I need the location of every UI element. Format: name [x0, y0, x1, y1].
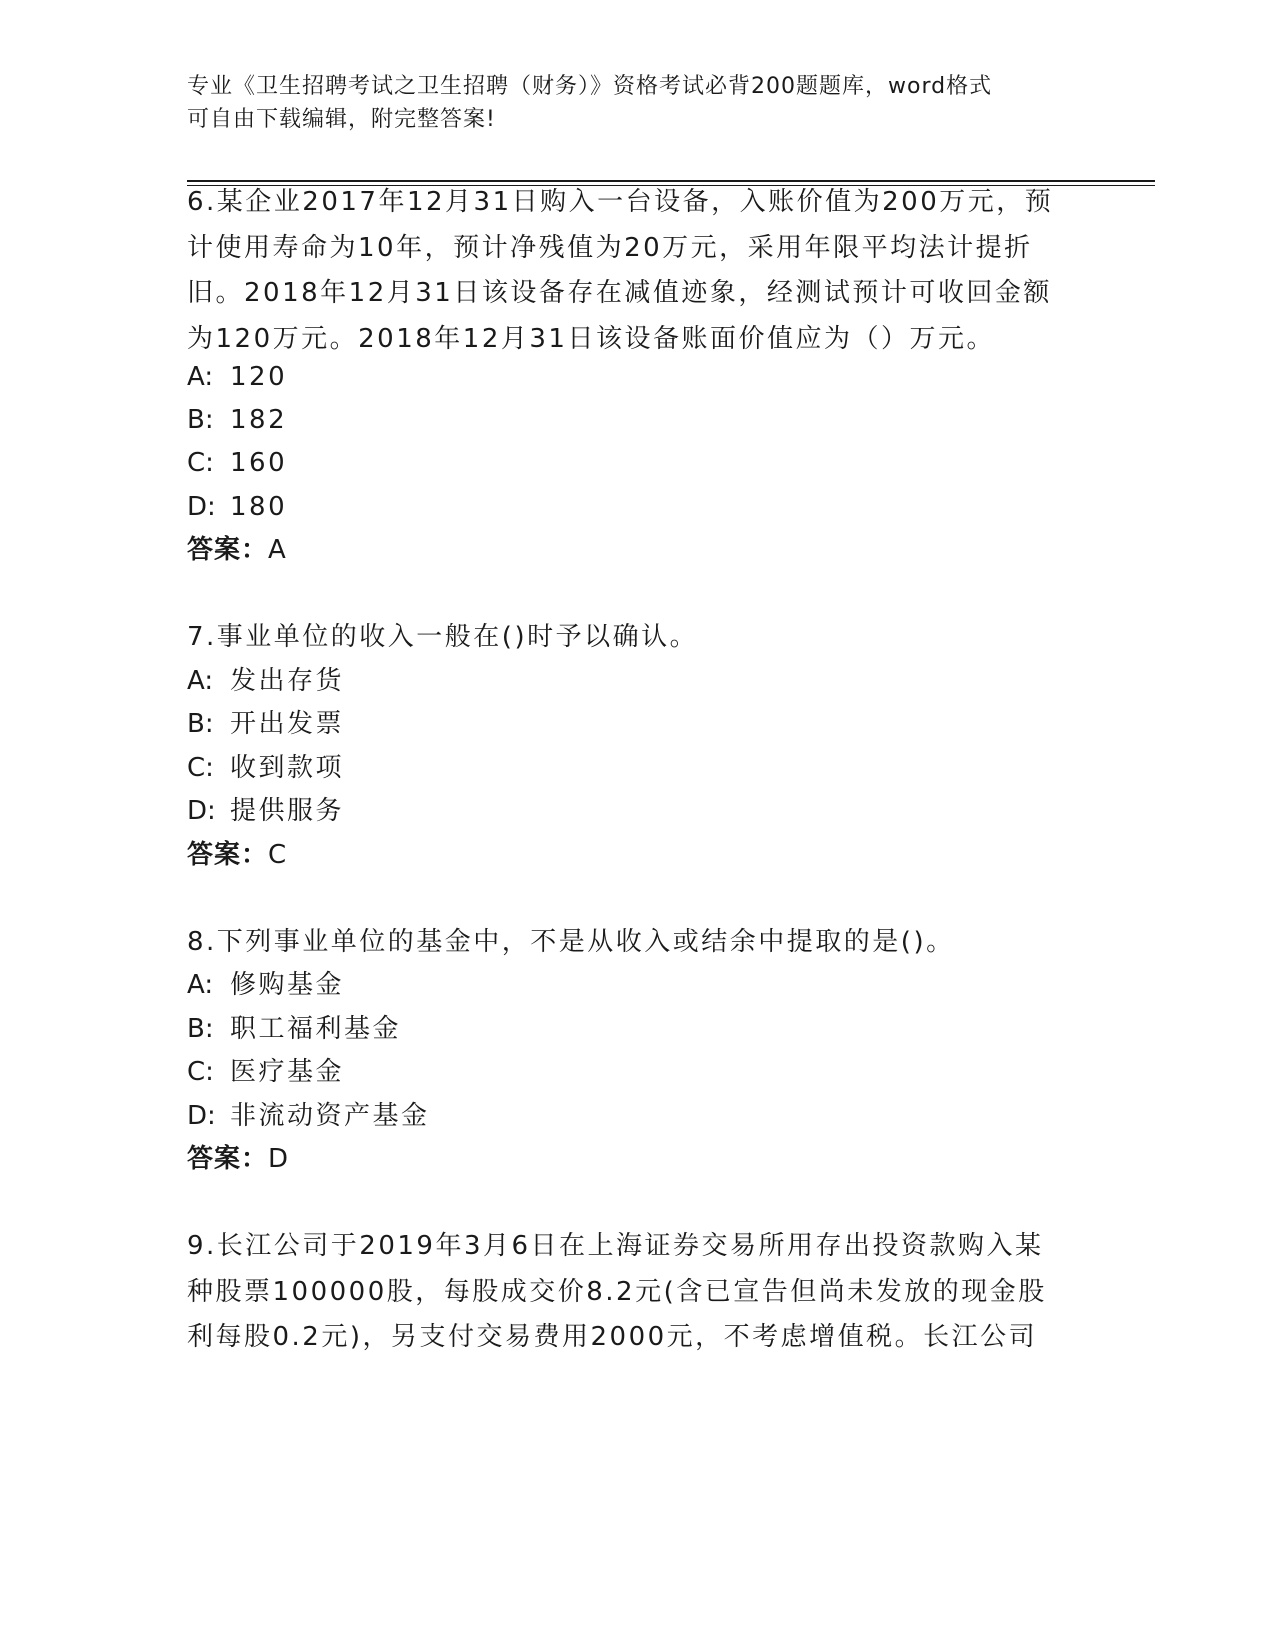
question-6-option-d	[187, 485, 287, 531]
question-7-option-b	[187, 702, 344, 748]
option-label: D:	[187, 796, 216, 826]
option-label: D:	[187, 1101, 216, 1131]
option-text: 职工福利基金	[230, 1014, 402, 1044]
option-label: D:	[187, 492, 216, 522]
question-8-option-c	[187, 1050, 344, 1096]
answer-label: 答案：	[187, 535, 269, 565]
question-6-text: 6.某企业2017年12月31日购入一台设备，入账价值为200万元，预计使用寿命为10年，预计净残值为20万元，采用年限平均法计提折旧。2018年12月31日该设备存在减值迹象，经测试预计可收回金额为120万元。2018年12月31日该设备账面价值应为（）万元。	[187, 187, 1054, 354]
answer-label: 答案：	[187, 1144, 269, 1174]
question-8-text: 8.下列事业单位的基金中，不是从收入或结余中提取的是()。	[187, 927, 955, 957]
option-text: 开出发票	[230, 709, 345, 739]
option-text: 160	[230, 448, 288, 478]
option-text: 非流动资产基金	[230, 1101, 430, 1131]
answer-value: C	[268, 840, 288, 870]
question-7-option-d	[187, 789, 344, 835]
question-6-option-a	[187, 355, 287, 401]
option-label: B:	[187, 1014, 214, 1044]
option-text: 发出存货	[230, 666, 345, 696]
option-text: 182	[230, 405, 288, 435]
option-label: C:	[187, 753, 214, 783]
question-8-option-a	[187, 963, 344, 1009]
option-text: 医疗基金	[230, 1057, 345, 1087]
answer-label: 答案：	[187, 840, 269, 870]
question-8-answer	[187, 1137, 289, 1183]
option-text: 提供服务	[230, 796, 345, 826]
header-title-line2: 可自由下载编辑，附完整答案!	[187, 107, 496, 132]
question-7-text: 7.事业单位的收入一般在()时予以确认。	[187, 622, 699, 652]
option-label: B:	[187, 709, 214, 739]
question-8-option-d	[187, 1094, 430, 1140]
option-text: 180	[230, 492, 288, 522]
question-7-option-a	[187, 659, 344, 705]
option-label: A:	[187, 666, 214, 696]
option-text: 120	[230, 362, 288, 392]
option-text: 收到款项	[230, 753, 345, 783]
question-6-option-c	[187, 441, 287, 487]
option-label: A:	[187, 970, 214, 1000]
answer-value: A	[268, 535, 287, 565]
option-text: 修购基金	[230, 970, 345, 1000]
option-label: B:	[187, 405, 214, 435]
option-label: A:	[187, 362, 214, 392]
question-9-text: 9.长江公司于2019年3月6日在上海证券交易所用存出投资款购入某种股票100000股，每股成交价8.2元(含已宣告但尚未发放的现金股利每股0.2元)，另支付交易费用2000元，不考虑增值税。长江公司	[187, 1231, 1047, 1352]
header-title-line1: 专业《卫生招聘考试之卫生招聘（财务）》资格考试必背200题题库，word格式	[187, 74, 993, 99]
option-label: C:	[187, 448, 214, 478]
question-7-answer	[187, 833, 287, 879]
question-6-option-b	[187, 398, 287, 444]
question-8-option-b	[187, 1007, 401, 1053]
question-6-answer	[187, 528, 287, 574]
document-header	[187, 70, 1067, 136]
question-7-option-c	[187, 746, 344, 792]
answer-value: D	[268, 1144, 290, 1174]
option-label: C:	[187, 1057, 214, 1087]
